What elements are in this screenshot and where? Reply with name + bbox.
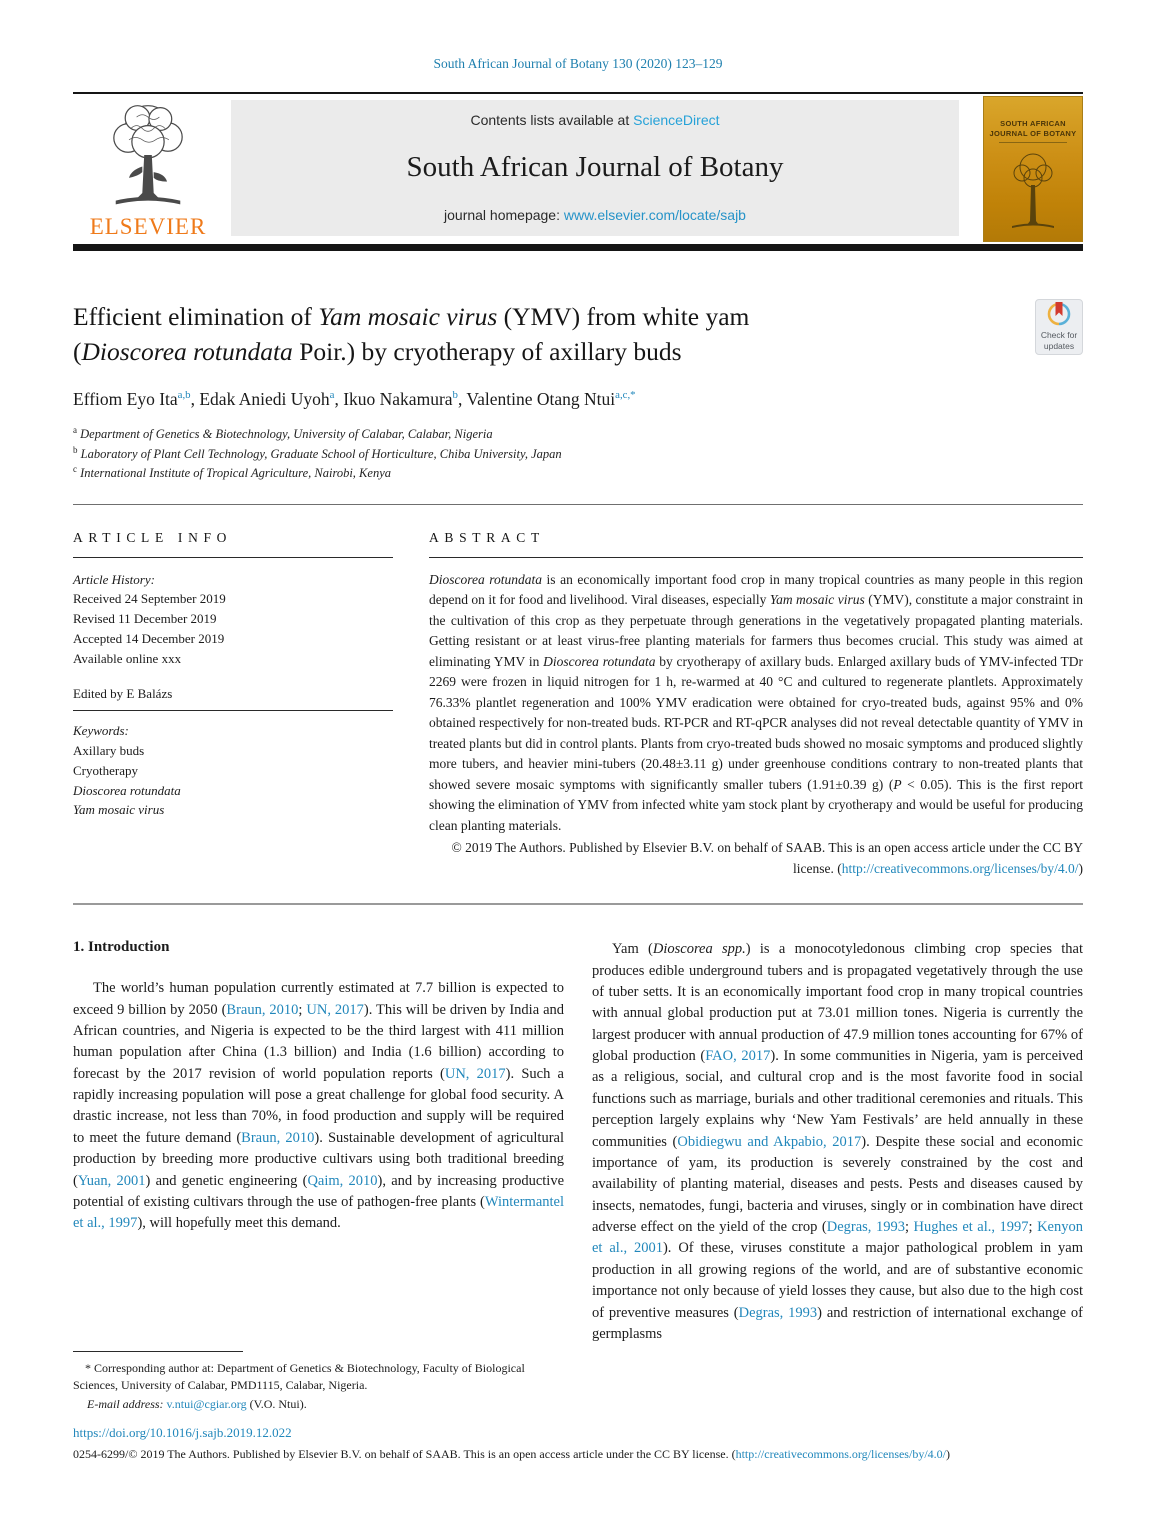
body-top-rule [73, 903, 1083, 905]
citation-link[interactable]: Braun, 2010 [241, 1129, 315, 1146]
text-run: ). Sustainable development of agricultural production by breeding more productive cultivars using both traditional breeding ( [73, 1129, 564, 1189]
doi-link[interactable]: https://doi.org/10.1016/j.sajb.2019.12.022 [73, 1425, 292, 1441]
citation-link[interactable]: Hughes et al., 1997 [913, 1219, 1029, 1236]
history-item: Available online xxx [73, 650, 182, 666]
body-left-column [73, 939, 564, 1413]
affiliation-c-text: International Institute of Tropical Agriculture, Nairobi, Kenya [77, 466, 391, 481]
check-for-updates-badge[interactable] [1035, 299, 1083, 355]
text-run: ( [73, 337, 82, 367]
keywords-top-rule [73, 710, 393, 711]
email-line [73, 1396, 564, 1413]
author-superscript: a [329, 389, 335, 402]
text-run: (V.O. Ntui). [246, 1396, 307, 1411]
cover-title-line1: SOUTH AFRICAN [1000, 119, 1066, 128]
text-italic: Dioscorea rotundata [429, 571, 543, 587]
keyword-item: Dioscorea rotundata [73, 782, 181, 798]
text-run: , Edak Aniedi Uyoh [190, 389, 330, 410]
header-bar-bottom [73, 244, 1083, 251]
text-run: Effiom Eyo Ita [73, 389, 178, 410]
citation-link[interactable]: UN, 2017 [444, 1065, 506, 1082]
text-run: (YMV), constitute a major constraint in the cultivation of this crop as they perpetuate through generations in the vegetatively propagated planting materials. Getting resistant or at least virus-free planting materials for farmers thus becomes crucial. This study was aimed at eliminating YMV in [429, 592, 1084, 669]
abstract-column [429, 530, 1083, 880]
cover-subtitle-rule [999, 142, 1068, 143]
text-run: Efficient elimination of [73, 302, 319, 331]
citation-link[interactable]: http://creativecommons.org/licenses/by/4.0/ [735, 1446, 946, 1461]
homepage-prefix: journal homepage: [444, 207, 564, 223]
author-superscript: a,c,* [615, 389, 636, 402]
journal-cover-thumbnail [983, 96, 1083, 242]
text-italic: Yam mosaic virus [769, 592, 865, 608]
sciencedirect-link[interactable]: ScienceDirect [633, 112, 720, 128]
badge-label-line1: Check for [1040, 330, 1078, 341]
citation-link[interactable]: http://creativecommons.org/licenses/by/4.0/ [841, 860, 1079, 876]
affiliation-b [73, 445, 1083, 464]
cover-title-line2: JOURNAL OF BOTANY [989, 129, 1077, 139]
history-item: Accepted 14 December 2019 [73, 630, 225, 646]
affiliation-c [73, 464, 1083, 483]
journal-title: South African Journal of Botany [406, 151, 784, 183]
footnote-block [73, 1351, 564, 1413]
article-info-heading-rule [73, 557, 393, 558]
citation-link[interactable]: Qaim, 2010 [307, 1172, 378, 1189]
text-run: is an economically important food crop in many tropical countries as many people in this region depend on it for food and livelihood. Viral diseases, especially [429, 571, 1084, 608]
text-run: ) is a monocotyledonous climbing crop species that produces edible underground tubers and is propagated vegetatively through the use of tuber setts. It is an economically important food crop in many tropical countries with annual global production put at 73.01 million tones. Nigeria is currently the largest producer with annual production of 47.9 million tones accounting for 67% of global production ( [592, 941, 1083, 1065]
introduction-heading: 1. Introduction [73, 939, 170, 956]
corresponding-author-note: * Corresponding author at: Department of Genetics & Biotechnology, Faculty of Biological Sciences, University of Calabar, PMD1115, Calabar, Nigeria. [73, 1361, 525, 1393]
text-run: ; [904, 1219, 914, 1236]
citation-link[interactable]: Braun, 2010 [226, 1001, 299, 1018]
abstract-heading-rule [429, 557, 1083, 558]
text-run: ) and restriction of international exchange of germplasms [592, 1304, 1083, 1342]
page-footer [73, 1423, 1083, 1463]
footnote-rule [73, 1351, 243, 1352]
cover-tree-icon [1006, 151, 1060, 233]
text-italic: Dioscorea rotundata [543, 653, 656, 669]
article-title [73, 299, 749, 369]
article-title-line1 [73, 299, 749, 334]
text-run: ). This will be driven by India and African countries, and Nigeria is expected to be the third largest with 411 million human population after China (1.3 billion) and India (1.6 billion) according to forecast by the 2017 revision of world population reports ( [73, 1001, 565, 1082]
citation-link[interactable]: UN, 2017 [306, 1001, 364, 1018]
text-run: ; [1028, 1219, 1038, 1236]
homepage-line [444, 207, 746, 223]
article-info-heading: ARTICLE INFO [73, 529, 233, 545]
citation-link[interactable]: Obidiegwu and Akpabio, 2017 [677, 1133, 862, 1150]
abstract-heading: ABSTRACT [429, 529, 545, 545]
text-italic: Yam mosaic virus [318, 302, 498, 331]
abstract-text [429, 570, 1083, 837]
text-run: 0254-6299/© 2019 The Authors. Published by Elsevier B.V. on behalf of SAAB. This is an open access article under the CC BY license. ( [73, 1446, 736, 1461]
affiliation-a [73, 425, 1083, 444]
journal-banner-box [231, 100, 959, 236]
article-history-label: Article History: [73, 571, 155, 587]
homepage-link[interactable]: www.elsevier.com/locate/sajb [563, 207, 746, 223]
text-run: ). Such a rapidly increasing population will pose a great challenge for global food security. A drastic increase, not less than 70%, in food production and supply will be required to meet the future demand ( [73, 1065, 564, 1146]
author-superscript: b [452, 389, 458, 402]
affiliation-a-marker: a [73, 425, 77, 436]
journal-header-banner [73, 94, 1083, 242]
abstract-copyright [429, 838, 1083, 879]
citation-link[interactable]: Degras, 1993 [826, 1219, 905, 1236]
cover-title [990, 119, 1077, 139]
affiliation-b-marker: b [73, 444, 78, 455]
citation-link[interactable]: Kenyon et al., 2001 [592, 1219, 1083, 1257]
intro-paragraph-right [592, 939, 1083, 1345]
text-run: ) [1078, 860, 1083, 876]
text-run: ), will hopefully meet this demand. [137, 1215, 341, 1232]
text-run: ) and genetic engineering ( [145, 1172, 308, 1189]
text-italic: Dioscorea rotundata [81, 337, 293, 367]
citation-link[interactable]: Wintermantel et al., 1997 [73, 1193, 564, 1232]
text-run: (YMV) from white yam [497, 302, 750, 331]
affiliation-a-text: Department of Genetics & Biotechnology, University of Calabar, Calabar, Nigeria [77, 427, 493, 442]
citation-link[interactable]: Degras, 1993 [738, 1304, 818, 1321]
authors-line [73, 389, 1083, 410]
edited-by-line: Edited by E Balázs [73, 686, 173, 702]
text-run: , Valentine Otang Ntui [457, 389, 616, 410]
elsevier-tree-icon [100, 100, 196, 212]
citation-link[interactable]: Yuan, 2001 [77, 1172, 146, 1189]
keyword-item: Yam mosaic virus [73, 802, 165, 818]
citation-link[interactable]: FAO, 2017 [705, 1048, 771, 1065]
affiliation-c-marker: c [73, 463, 77, 474]
contents-line [470, 112, 719, 128]
badge-label-line2: updates [1043, 341, 1075, 351]
citation-link[interactable]: v.ntui@cgiar.org [166, 1396, 247, 1411]
text-run: ) [945, 1446, 950, 1461]
text-run: ). In some communities in Nigeria, yam is perceived as a religious, social, and cultural crop and is the most favorite food in social functions such as marriage, burials and other traditional ceremonies and rituals. This perception largely explains why ‘New Yam Festivals’ are held annually in these communities ( [592, 1048, 1083, 1150]
elsevier-logo [73, 94, 231, 242]
text-run: < 0.05). This is the first report showing the elimination of YMV from infected white yam stock plant by cryotherapy and would be useful for producing clean planting materials. [429, 776, 1083, 833]
check-updates-label [1041, 330, 1077, 351]
affiliation-b-text: Laboratory of Plant Cell Technology, Graduate School of Horticulture, Chiba University, Japan [77, 446, 562, 461]
text-run: © 2019 The Authors. Published by Elsevier B.V. on behalf of SAAB. This is an open access article under the CC BY license. ( [451, 840, 1083, 876]
text-run: The world’s human population currently estimated at 7.7 billion is expected to exceed 9 billion by 2050 ( [73, 980, 564, 1018]
contents-prefix: Contents lists available at [470, 112, 634, 128]
info-section-top-rule [73, 504, 1083, 505]
text-italic: Dioscorea spp. [652, 941, 746, 958]
elsevier-wordmark: ELSEVIER [89, 214, 207, 239]
keyword-item: Cryotherapy [73, 762, 138, 778]
text-run: ). Of these, viruses constitute a major pathological problem in yam production in all growing regions of the world, and are of substantive economic importance not only because of yield losses they cause, but also due to the high cost of preventive measures ( [592, 1240, 1083, 1321]
page-citation: South African Journal of Botany 130 (2020) 123–129 [433, 56, 723, 71]
text-run: , Ikuo Nakamura [334, 389, 453, 410]
text-run: Poir.) by cryotherapy of axillary buds [292, 337, 682, 367]
text-italic: E-mail address: [87, 1396, 167, 1411]
check-updates-icon [1047, 302, 1071, 328]
article-info-column [73, 530, 393, 880]
intro-paragraph-left [73, 978, 564, 1235]
footer-copyright-line [73, 1445, 1083, 1463]
text-run: Yam ( [612, 941, 653, 958]
keywords-label: Keywords: [73, 723, 129, 739]
keyword-item: Axillary buds [73, 743, 145, 758]
affiliations-block [73, 425, 1083, 483]
text-run: ). Despite these social and economic importance of yam, its production is severely constrained by the cost and availability of planting material, diseases and pests. Pests and diseases caused by insects, nematodes, fungi, bacteria and viruses, singly or in combination have direct adverse effect on the yield of the crop ( [592, 1133, 1083, 1236]
article-title-line2 [73, 334, 749, 369]
author-superscript: a,b [177, 389, 191, 402]
text-run: by cryotherapy of axillary buds. Enlarged axillary buds of YMV-infected TDr 2269 were frozen in liquid nitrogen for 1 h, re-warmed at 40 °C and cultured to regenerate plantlets. Approximately 76.33% plantlet regeneration and 100% YMV eradication were obtained for cryo-treated buds, against 95% and 0% obtained respectively for non-treated buds. RT-PCR and RT-qPCR analyses did not reveal detectable quantity of YMV in treated plants but did in control plants. Plants from cryo-treated buds showed no mosaic symptoms and produced slightly more tubers, and heavier mini-tubers (20.48±3.11 g) under greenhouse conditions contrary to non-treated plants that showed severe mosaic symptoms with significantly smaller tubers (1.91±0.39 g) ( [429, 653, 1084, 792]
body-right-column [592, 939, 1083, 1413]
text-italic: P [893, 776, 902, 792]
text-run: ; [298, 1001, 307, 1018]
history-item: Revised 11 December 2019 [73, 611, 217, 626]
history-item: Received 24 September 2019 [73, 591, 226, 607]
text-run: ), and by increasing productive potential of existing cultivars through the use of pathogen-free plants ( [73, 1172, 565, 1210]
